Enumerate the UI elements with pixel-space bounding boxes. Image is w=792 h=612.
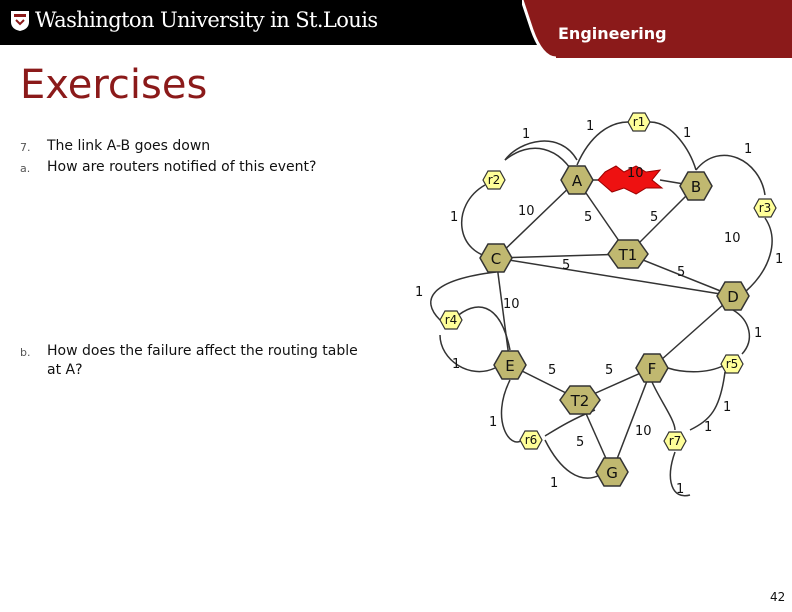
link-weight-label: 1 <box>450 210 459 225</box>
exercise-item: at A? <box>47 362 83 378</box>
link-weight-label: 10 <box>503 297 520 312</box>
link-C-r4 <box>431 272 496 320</box>
link-weight-label: 5 <box>562 258 571 273</box>
router-label: r2 <box>487 173 501 187</box>
link-A-C <box>496 180 577 258</box>
link-E-r6 <box>502 380 522 442</box>
link-weight-label: 5 <box>650 210 659 225</box>
link-weight-label: 1 <box>586 119 595 134</box>
link-weight-label: 1 <box>723 400 732 415</box>
link-weight-label: 5 <box>548 363 557 378</box>
link-weight-label: 1 <box>489 415 498 430</box>
link-weight-label: 1 <box>676 482 685 497</box>
link-weight-label: 1 <box>550 476 559 491</box>
node-label: A <box>571 172 583 190</box>
node-label: T2 <box>570 392 590 410</box>
link-weight-label: 1 <box>522 127 531 142</box>
link-weight-label: 1 <box>683 126 692 141</box>
node-label: T1 <box>618 246 638 264</box>
item-marker: b. <box>20 346 31 359</box>
link-weight-label: 10 <box>627 166 644 181</box>
link-weight-label: 1 <box>415 285 424 300</box>
link-weight-label: 5 <box>584 210 593 225</box>
node-label: G <box>606 464 618 482</box>
node-label: E <box>505 357 515 375</box>
exercise-item: How are routers notified of this event? <box>47 159 317 175</box>
router-label: r1 <box>632 115 646 129</box>
university-wordmark: Washington University in St.Louis <box>35 8 378 32</box>
item-marker: 7. <box>20 141 31 154</box>
link-r6-G <box>545 440 600 478</box>
link-weight-label: 5 <box>605 363 614 378</box>
link-r2-A-top <box>505 141 577 160</box>
link-weight-label: 5 <box>576 435 585 450</box>
link-weight-label: 10 <box>724 231 741 246</box>
exercise-item: The link A-B goes down <box>47 138 211 154</box>
router-label: r7 <box>668 434 682 448</box>
exercise-item: How does the failure affect the routing table <box>47 343 358 359</box>
link-weight-label: 1 <box>704 420 713 435</box>
link-A-r1 <box>577 122 628 165</box>
link-weight-label: 1 <box>744 142 753 157</box>
node-label: F <box>647 360 657 378</box>
link-weight-label: 10 <box>635 424 652 439</box>
item-marker: a. <box>20 162 31 175</box>
page-number: 42 <box>770 590 786 604</box>
node-label: B <box>690 178 702 196</box>
link-r4-E-low <box>440 335 495 372</box>
router-label: r3 <box>758 201 772 215</box>
link-weight-label: 5 <box>677 265 686 280</box>
school-label: Engineering <box>558 24 667 43</box>
link-weight-label: 1 <box>754 326 763 341</box>
link-r5-F <box>668 365 725 372</box>
node-label: C <box>490 250 502 268</box>
link-F-r7 <box>652 382 675 430</box>
slide-title: Exercises <box>20 62 208 108</box>
link-weight-label: 10 <box>518 204 535 219</box>
node-label: D <box>727 288 739 306</box>
link-D-r5 <box>733 310 749 354</box>
link-weight-label: 1 <box>775 252 784 267</box>
router-label: r4 <box>444 313 458 327</box>
link-r3-D <box>745 218 772 292</box>
link-r4-E <box>455 307 510 350</box>
router-label: r5 <box>725 357 739 371</box>
link-weight-label: 1 <box>452 357 461 372</box>
link-D-F <box>652 296 733 368</box>
router-label: r6 <box>524 433 538 447</box>
